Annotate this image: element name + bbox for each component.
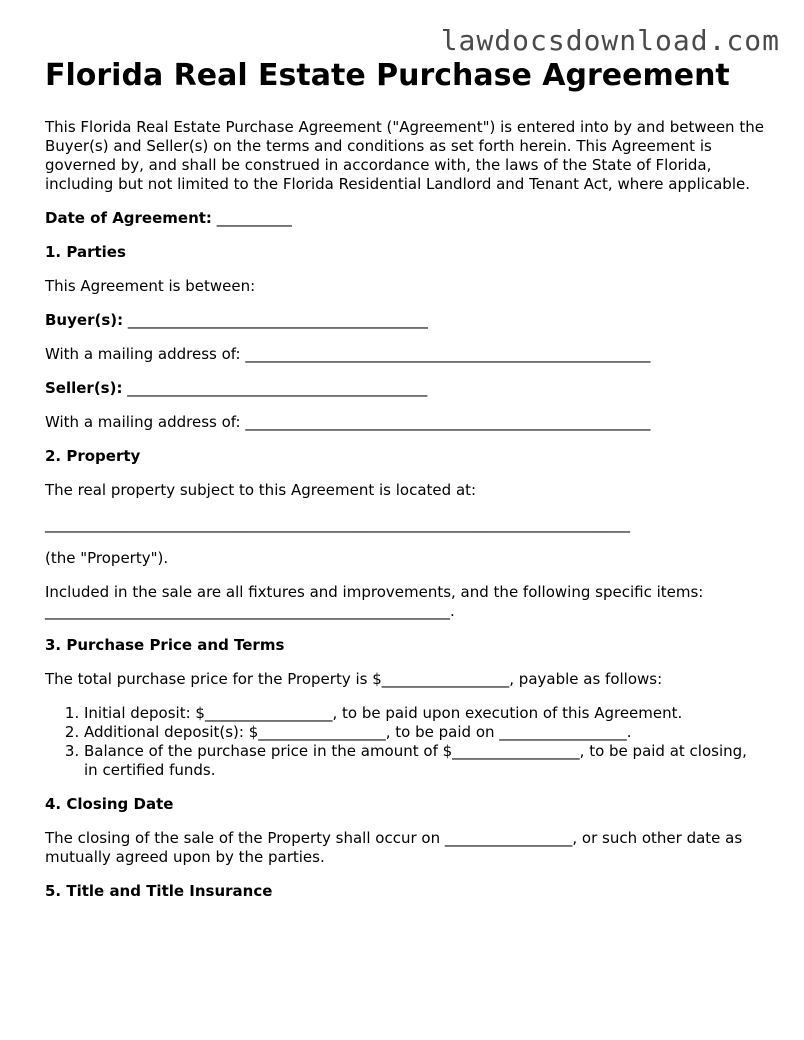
included-items: Included in the sale are all fixtures and improvements, and the following specific items: ______________________________________________________. [45,583,704,620]
page-title: Florida Real Estate Purchase Agreement [45,58,730,93]
section-heading-closing: 4. Closing Date [45,795,174,813]
list-item: 2. Additional deposit(s): $_________________, to be paid on _________________. [84,723,765,742]
document-page [45,58,765,916]
date-label: Date of Agreement: [45,209,212,227]
intro-paragraph: This Florida Real Estate Purchase Agreement ("Agreement") is entered into by and between the Buyer(s) and Seller(s) on the terms and conditions as set forth herein. This Agreement is governed by, and shall be construed in accordance with, the laws of the State of Florida, including but not limited to the Florida Residential Landlord and Tenant Act, where applicable. [45,118,764,193]
buyer-blank: ________________________________________ [127,311,428,329]
section-heading-parties: 1. Parties [45,243,126,261]
property-address-blank: ______________________________________________________________________________ [45,515,630,533]
parties-intro: This Agreement is between: [45,277,256,295]
payment-list [45,704,765,780]
seller-address-line: With a mailing address of: ______________________________________________________ [45,413,651,431]
closing-text: The closing of the sale of the Property shall occur on _________________, or such other date as mutually agreed upon by the parties. [45,829,743,866]
buyer-line [45,311,765,330]
section-heading-price: 3. Purchase Price and Terms [45,636,285,654]
seller-label: Seller(s): [45,379,123,397]
list-item: 3. Balance of the purchase price in the amount of $_________________, to be paid at closing, in certified funds. [84,742,765,780]
property-intro: The real property subject to this Agreement is located at: [45,481,477,499]
date-of-agreement [45,209,765,228]
seller-line [45,379,765,398]
buyer-label: Buyer(s): [45,311,124,329]
property-note: (the "Property"). [45,549,169,567]
section-heading-title-insurance: 5. Title and Title Insurance [45,882,273,900]
date-blank: __________ [216,209,292,227]
section-heading-property: 2. Property [45,447,141,465]
list-item: 1. Initial deposit: $_________________, to be paid upon execution of this Agreement. [84,704,765,723]
buyer-address-line: With a mailing address of: ______________________________________________________ [45,345,651,363]
seller-blank: ________________________________________ [127,379,428,397]
watermark: lawdocsdownload.com [440,24,780,57]
price-intro: The total purchase price for the Property is $_________________, payable as follows: [45,670,663,688]
